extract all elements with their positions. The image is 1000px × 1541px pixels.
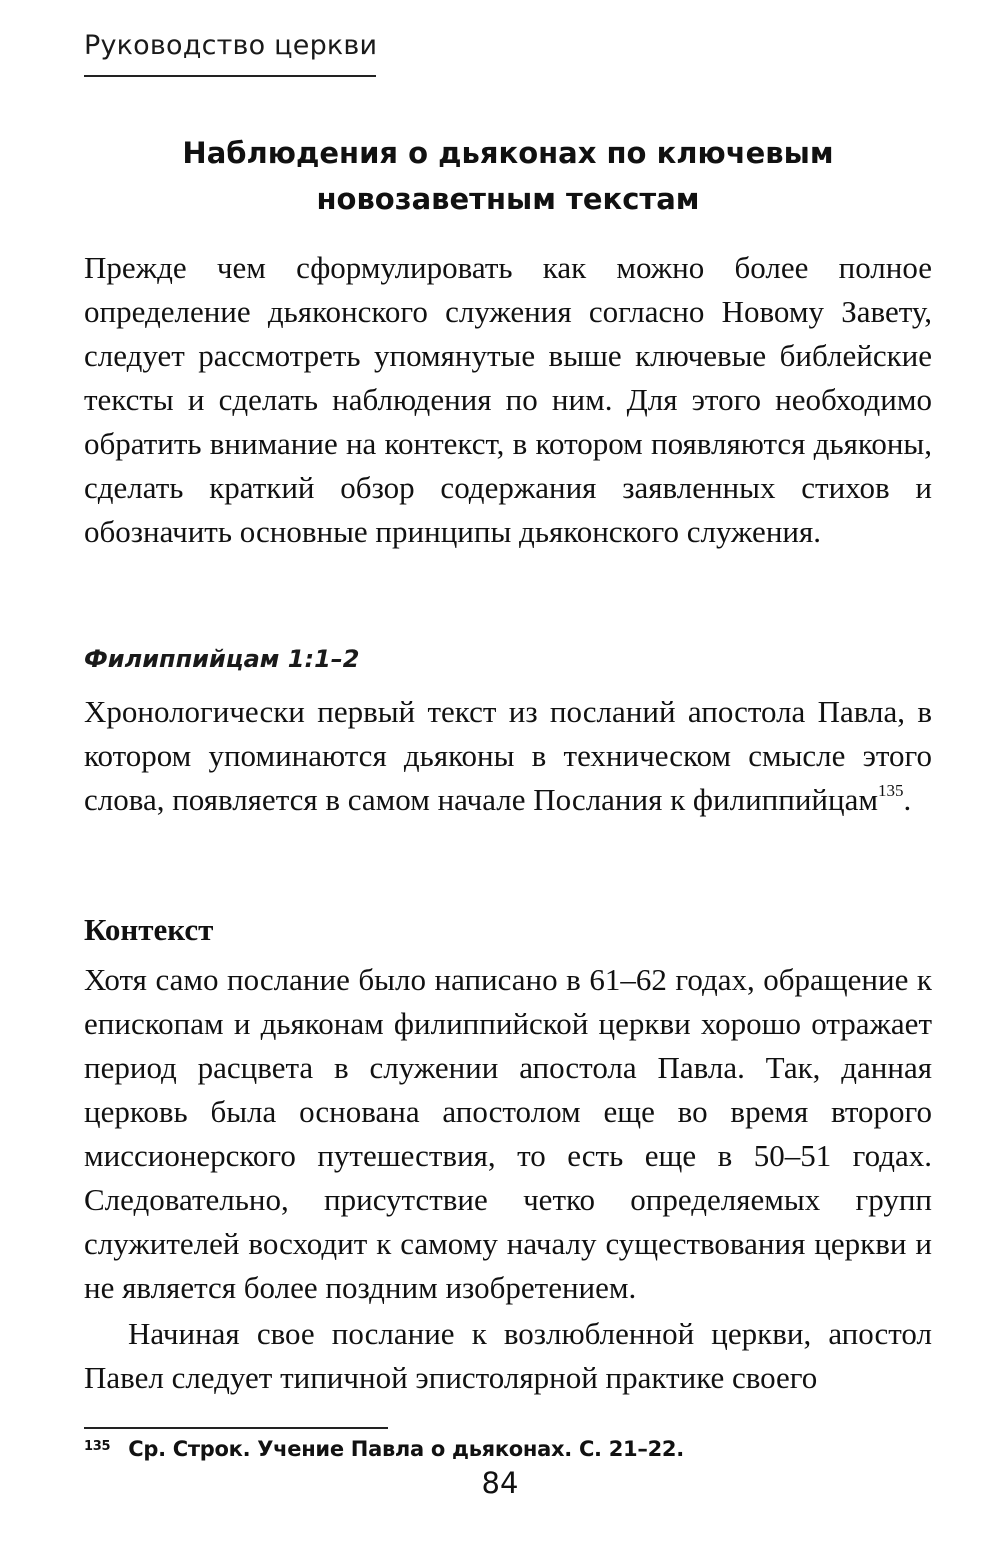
philippians-paragraph-text: Хронологически первый текст из посланий апостола Павла, в котором упоминаются дьяконы в техническом смысле этого слова, появляется в самом начале Послания к филиппийцам [84,694,932,817]
section-title-line-2: новозаветным текстам [316,182,700,216]
context-heading: Контекст [84,912,214,947]
context-paragraph-1: Хотя само послание было написано в 61–62 годах, обращение к епископам и дьяконам филиппийской церкви хорошо отражает период расцвета в служении апостола Павла. Так, данная церковь была основана апостолом еще во время второго миссионерского путешествия, то есть еще в 50–51 годах. Следовательно, присутствие четко определяемых групп служителей восходит к самому началу существования церкви и не является более поздним изобретением. [84,962,932,1305]
scripture-reference: Филиппийцам 1:1–2 [84,645,360,673]
footnote-number: 135 [84,1439,111,1454]
footnote [84,1437,684,1461]
footnote-rule [84,1427,388,1429]
philippians-paragraph [84,690,932,822]
header-rule [84,75,376,77]
section-title-line-1: Наблюдения о дьяконах по ключевым [182,136,834,170]
running-head: Руководство церкви [84,30,378,61]
section-title [84,130,932,222]
footnote-reference[interactable]: 135 [877,780,904,800]
footnote-text: Ср. Строк. Учение Павла о дьяконах. С. 21–22. [128,1437,684,1461]
intro-paragraph: Прежде чем сформулировать как можно более полное определение дьяконского служения согласно Новому Завету, следует рассмотреть упомянутые выше ключевые библейские тексты и сделать наблюдения по ним. Для этого необходимо обратить внимание на контекст, в котором появляются дьяконы, сделать краткий обзор содержания заявленных стихов и обозначить основные принципы дьяконского служения. [84,250,932,549]
page-number: 84 [481,1466,519,1500]
philippians-paragraph-end: . [903,782,912,817]
context-paragraph-2: Начиная свое послание к возлюбленной церкви, апостол Павел следует типичной эпистолярной практике своего [84,1316,932,1395]
